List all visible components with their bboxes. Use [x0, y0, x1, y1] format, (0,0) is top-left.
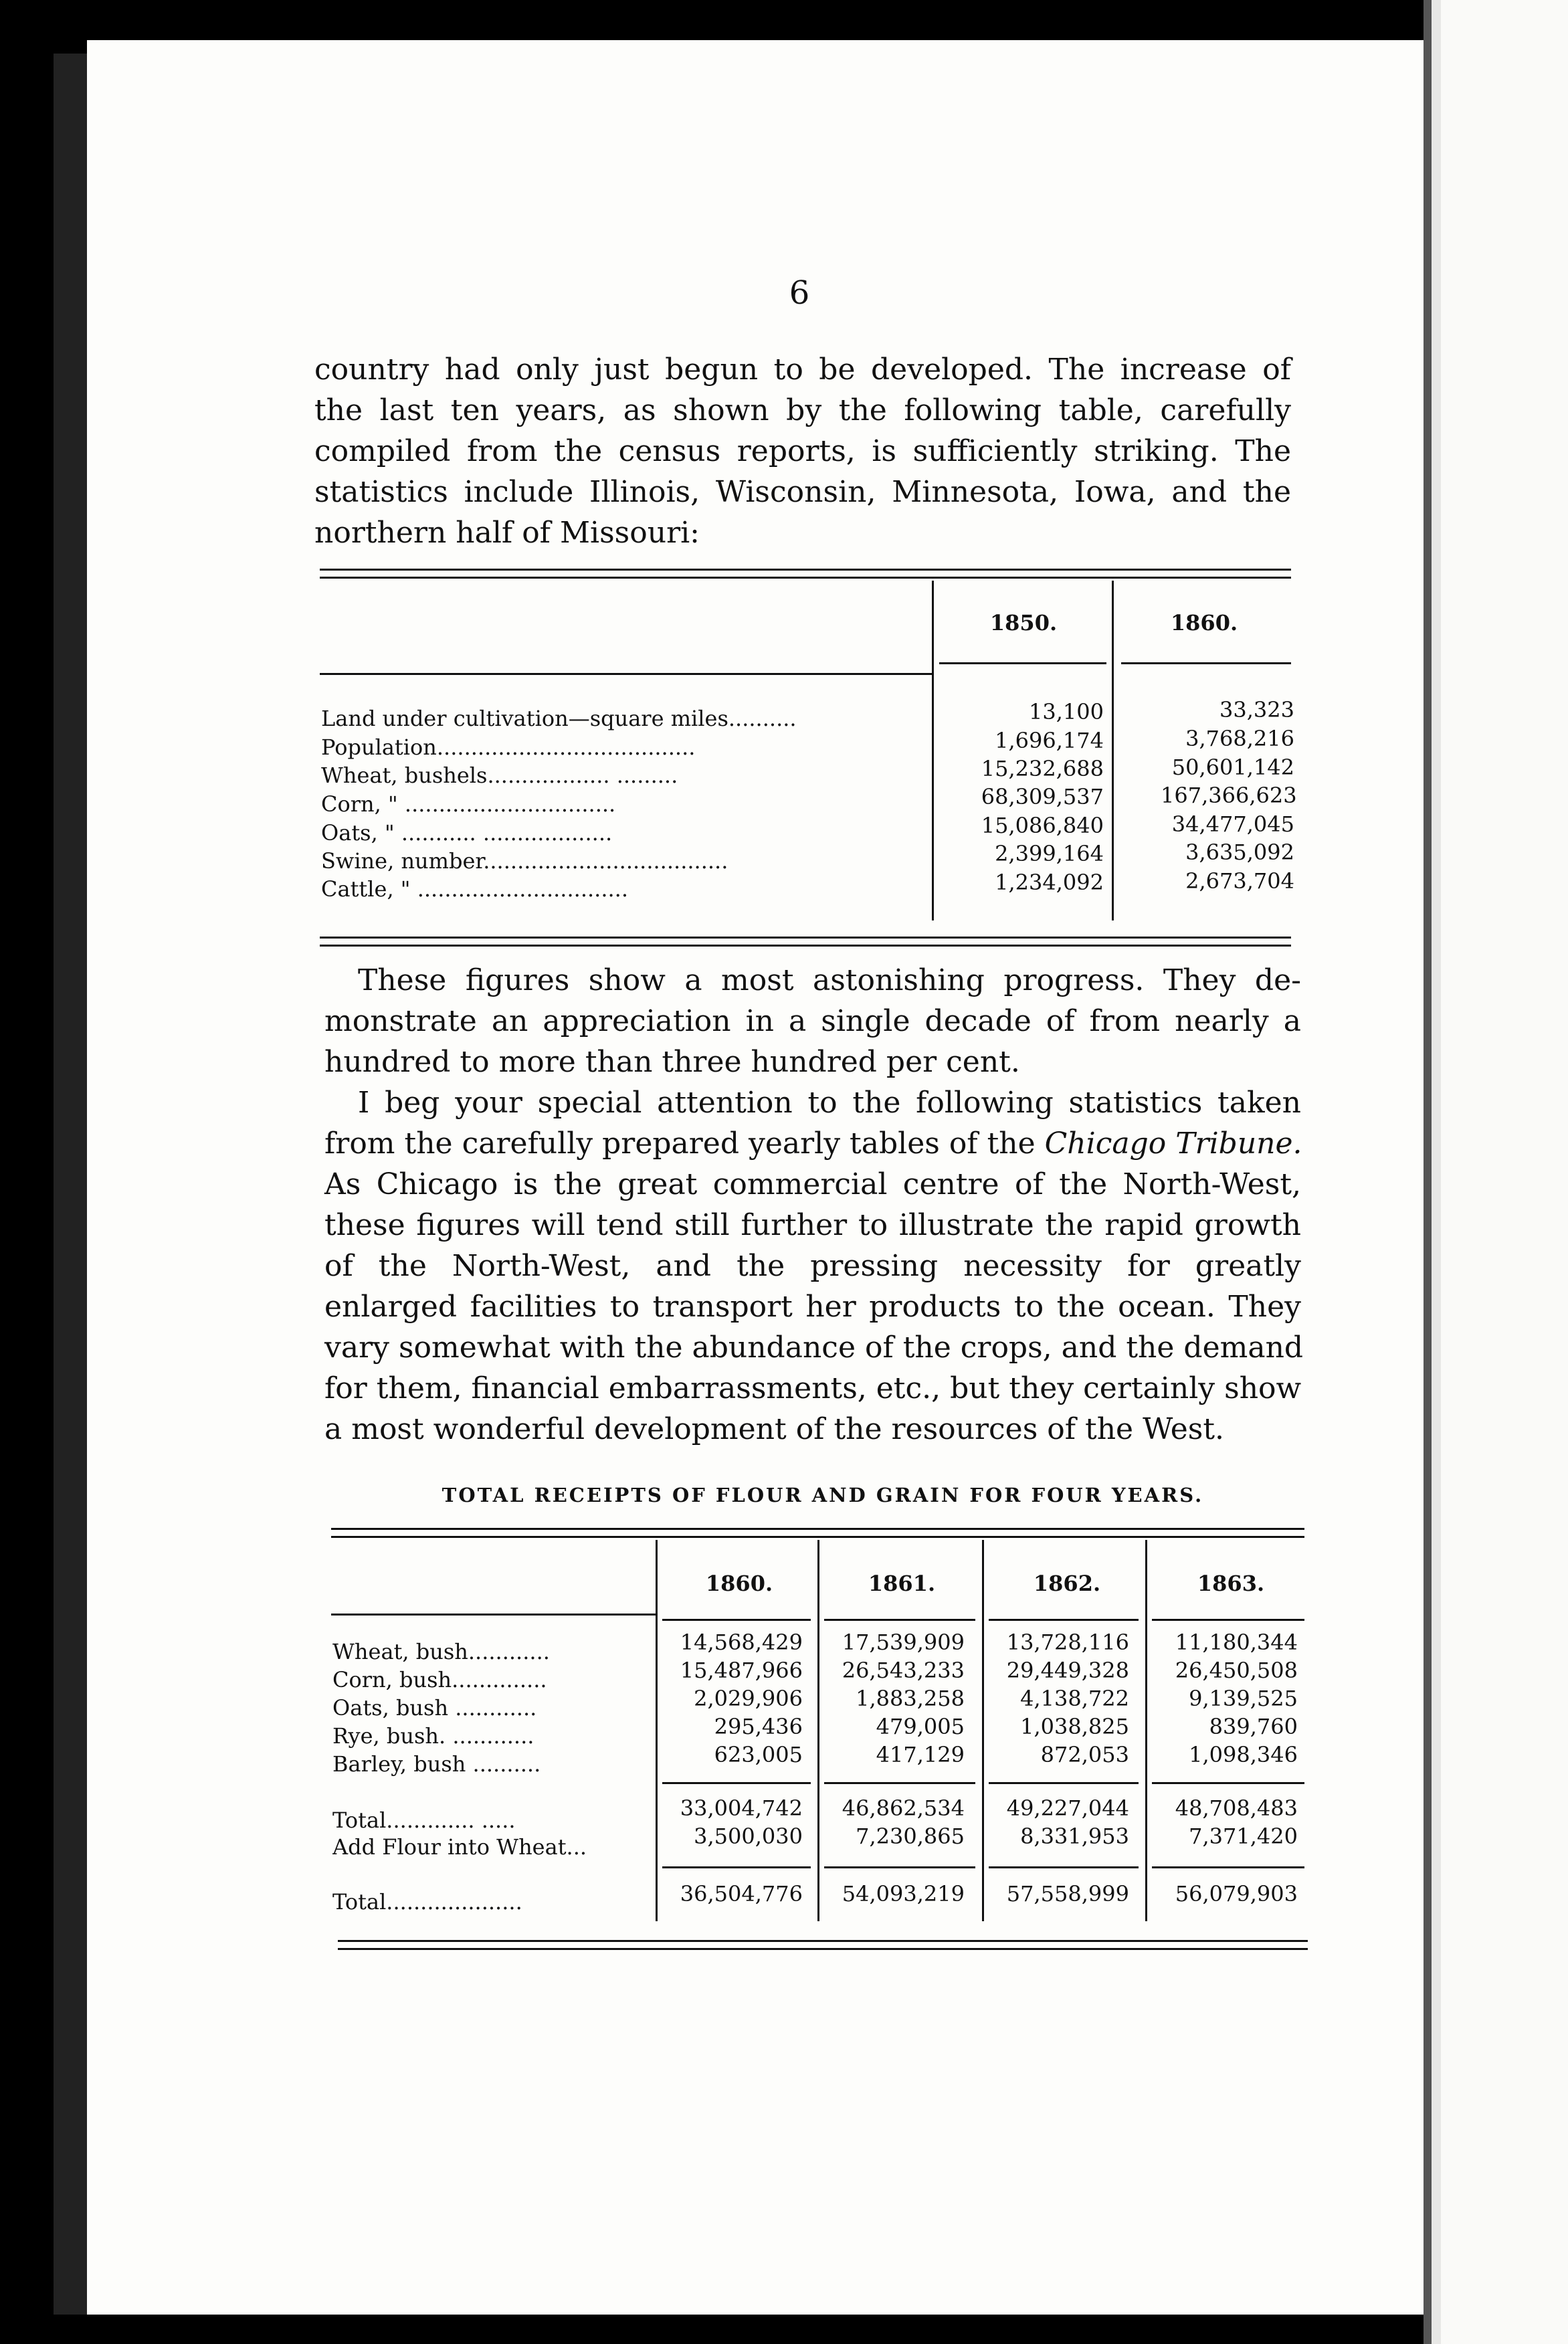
cell-value: 15,232,688: [981, 756, 1104, 781]
row-label: Swine, number....................................: [321, 848, 728, 874]
table-rule: [331, 1536, 1304, 1538]
cell-value: 36,504,776: [680, 1881, 803, 1907]
cell-value: 17,539,909: [842, 1630, 965, 1655]
cell-value: 839,760: [1209, 1714, 1298, 1739]
cell-value: 3,768,216: [1185, 726, 1294, 751]
cell-value: 49,227,044: [1006, 1795, 1129, 1821]
table-rule: [1121, 662, 1291, 664]
text-line: statistics include Illinois, Wisconsin, Minnesota, Iowa, and the: [314, 475, 1291, 509]
cell-value: 295,436: [714, 1714, 803, 1739]
table-rule: [320, 937, 1291, 939]
table-rule: [824, 1782, 975, 1784]
column-divider: [1112, 581, 1114, 920]
cell-value: 33,004,742: [680, 1795, 803, 1821]
cell-value: 872,053: [1040, 1742, 1129, 1767]
column-header-1850: 1850.: [989, 610, 1058, 636]
cell-value: 57,558,999: [1006, 1881, 1129, 1907]
cell-value: 479,005: [876, 1714, 965, 1739]
text-line: As Chicago is the great commercial centre of the North-West,: [324, 1167, 1301, 1201]
row-label: Land under cultivation—square miles..........: [321, 706, 797, 731]
table-rule: [320, 569, 1291, 571]
table-rule: [331, 1614, 656, 1616]
table-rule: [662, 1619, 811, 1621]
table-rule: [331, 1528, 1304, 1530]
page-left-edge: [54, 54, 88, 2315]
text-line: of the North-West, and the pressing necessity for greatly: [324, 1249, 1301, 1283]
row-label: Rye, bush. ............: [332, 1723, 534, 1749]
cell-value: 623,005: [714, 1742, 803, 1767]
column-header-1862: 1862.: [1033, 1571, 1101, 1596]
cell-value: 34,477,045: [1171, 811, 1294, 837]
text-line: these figures will tend still further to illustrate the rapid growth: [324, 1208, 1301, 1242]
table-rule: [320, 673, 932, 675]
cell-value: 48,708,483: [1175, 1795, 1298, 1821]
text-line: northern half of Missouri:: [314, 516, 700, 550]
table-rule: [662, 1866, 811, 1868]
cell-value: 9,139,525: [1189, 1686, 1298, 1711]
cell-value: 56,079,903: [1175, 1881, 1298, 1907]
paragraph-intro: [314, 349, 1291, 553]
cell-value: 15,086,840: [981, 813, 1104, 838]
total-label: Total............. .....: [332, 1808, 516, 1833]
cell-value: 46,862,534: [842, 1795, 965, 1821]
cell-value: 1,696,174: [995, 728, 1104, 753]
paragraph-chicago: [324, 1082, 1304, 1450]
column-header-1860: 1860.: [705, 1571, 773, 1596]
row-label: Oats, bush ............: [332, 1695, 537, 1721]
text-line: compiled from the census reports, is sufficiently striking. The: [314, 434, 1291, 468]
paragraph-progress: [324, 960, 1301, 1082]
cell-value: 26,450,508: [1175, 1658, 1298, 1683]
cell-value: 26,543,233: [842, 1658, 965, 1683]
text-line: These figures show a most astonishing progress. They de-: [358, 963, 1301, 997]
row-label: Corn, " ...............................: [321, 791, 616, 817]
table-rule: [1152, 1866, 1304, 1868]
table-rule: [989, 1619, 1139, 1621]
row-label: Corn, bush..............: [332, 1667, 547, 1692]
column-divider: [1145, 1540, 1147, 1921]
cell-value: 1,234,092: [995, 870, 1104, 895]
table-rule: [1152, 1782, 1304, 1784]
table-rule: [338, 1940, 1308, 1942]
cell-value: 1,098,346: [1189, 1742, 1298, 1767]
table-rule: [824, 1866, 975, 1868]
row-label: Population......................................: [321, 735, 696, 760]
cell-value: 29,449,328: [1006, 1658, 1129, 1683]
cell-value: 417,129: [876, 1742, 965, 1767]
cell-value: 2,399,164: [995, 841, 1104, 866]
table-rule: [662, 1782, 811, 1784]
table-rule: [989, 1782, 1139, 1784]
cell-value: 33,323: [1219, 697, 1294, 722]
text-line: I beg your special attention to the following statistics taken: [358, 1086, 1301, 1120]
cell-value: 14,568,429: [680, 1630, 803, 1655]
cell-value: 13,728,116: [1006, 1630, 1129, 1655]
text-line: hundred to more than three hundred per cent.: [324, 1045, 1020, 1079]
row-label: Barley, bush ..........: [332, 1751, 541, 1777]
text-line: a most wonderful development of the resources of the West.: [324, 1412, 1224, 1446]
row-label: Cattle, " ...............................: [321, 876, 629, 902]
table-title: TOTAL RECEIPTS OF FLOUR AND GRAIN FOR FOUR YEARS.: [442, 1484, 1204, 1506]
cell-value: 50,601,142: [1171, 755, 1294, 780]
page-number: 6: [789, 274, 810, 312]
cell-value: 2,029,906: [694, 1686, 803, 1711]
grand-total-label: Total....................: [332, 1889, 522, 1915]
text-line: country had only just begun to be developed. The increase of: [314, 353, 1291, 387]
text-line: [324, 1123, 1301, 1164]
text-line: the last ten years, as shown by the following table, carefully: [314, 393, 1291, 427]
newspaper-title: Chicago Tribune.: [1044, 1127, 1302, 1161]
column-header-1863: 1863.: [1197, 1571, 1265, 1596]
text-line: vary somewhat with the abundance of the crops, and the demand: [324, 1331, 1304, 1365]
text-line: monstrate an appreciation in a single decade of from nearly a: [324, 1004, 1301, 1038]
cell-value: 15,487,966: [680, 1658, 803, 1683]
column-header-1861: 1861.: [868, 1571, 936, 1596]
column-divider: [932, 581, 934, 920]
cell-value: 167,366,623: [1161, 783, 1297, 808]
add-flour-label: Add Flour into Wheat...: [332, 1834, 587, 1860]
table-rule: [338, 1948, 1308, 1950]
cell-value: 68,309,537: [981, 784, 1104, 809]
table-rule: [1152, 1619, 1304, 1621]
cell-value: 2,673,704: [1185, 868, 1294, 894]
cell-value: 11,180,344: [1175, 1630, 1298, 1655]
cell-value: 13,100: [1029, 699, 1104, 724]
cell-value: 54,093,219: [842, 1881, 965, 1907]
table-rule: [320, 577, 1291, 579]
text-run: from the carefully prepared yearly tables of the: [324, 1127, 1045, 1161]
cell-value: 3,500,030: [694, 1824, 803, 1849]
cell-value: 7,371,420: [1189, 1824, 1298, 1849]
table-rule: [824, 1619, 975, 1621]
column-header-1860: 1860.: [1170, 610, 1238, 636]
next-page-edge: [1441, 0, 1568, 2344]
table-rule: [989, 1866, 1139, 1868]
table-rule: [939, 662, 1106, 664]
cell-value: 8,331,953: [1020, 1824, 1129, 1849]
cell-value: 1,038,825: [1020, 1714, 1129, 1739]
cell-value: 1,883,258: [856, 1686, 965, 1711]
page-spine: [1432, 0, 1441, 2344]
cell-value: 3,635,092: [1185, 840, 1294, 865]
row-label: Wheat, bush............: [332, 1639, 550, 1664]
row-label: Wheat, bushels.................. .........: [321, 763, 678, 788]
cell-value: 7,230,865: [856, 1824, 965, 1849]
row-label: Oats, " ........... ...................: [321, 820, 613, 846]
text-line: enlarged facilities to transport her products to the ocean. They: [324, 1290, 1301, 1324]
cell-value: 4,138,722: [1020, 1686, 1129, 1711]
table-rule: [320, 945, 1291, 947]
text-line: for them, financial embarrassments, etc., but they certainly show: [324, 1371, 1302, 1405]
